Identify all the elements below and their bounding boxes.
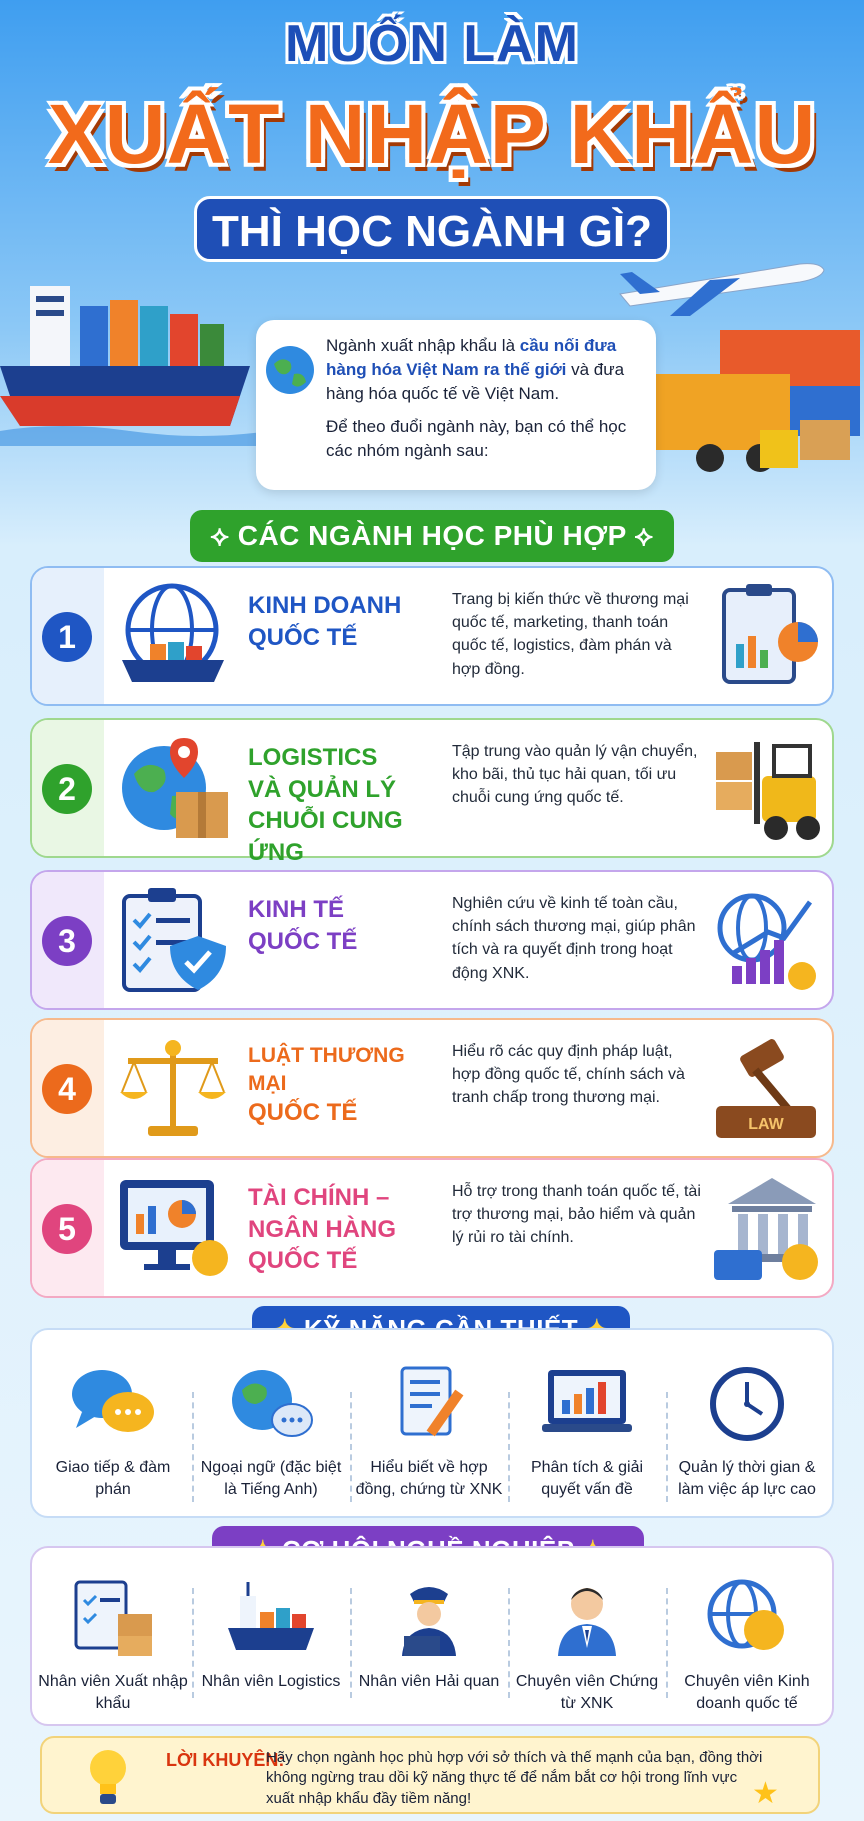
majors-header: ⟡ CÁC NGÀNH HỌC PHÙ HỢP ⟡ xyxy=(190,510,674,562)
ship-icon xyxy=(0,236,270,446)
major-title: KINH TẾ QUỐC TẾ xyxy=(248,896,358,955)
major-title: KINH DOANH QUỐC TẾ xyxy=(248,592,402,651)
advice-label: LỜI KHUYÊN: xyxy=(166,1750,285,1770)
career-item: Nhân viên Xuất nhập khẩu xyxy=(38,1578,188,1714)
major-number: 2 xyxy=(42,764,92,814)
careers-panel xyxy=(30,1546,834,1726)
businessman-icon xyxy=(542,1578,632,1658)
bank-icon xyxy=(712,1172,822,1284)
title-line-1: MUỐN LÀM xyxy=(285,15,579,73)
star-icon: ★ xyxy=(752,1777,779,1810)
major-number: 5 xyxy=(42,1204,92,1254)
title-line-2: XUẤT NHẬP KHẨU xyxy=(47,87,817,181)
intro-box xyxy=(256,320,656,490)
airplane-icon xyxy=(600,236,830,326)
major-number: 3 xyxy=(42,916,92,966)
svg-text:LAW: LAW xyxy=(748,1116,784,1133)
computer-coin-icon xyxy=(114,1174,232,1282)
major-card-2 xyxy=(30,718,834,867)
globe-icon xyxy=(264,344,316,396)
skill-item: Giao tiếp & đàm phán xyxy=(38,1364,188,1500)
major-number: 1 xyxy=(42,612,92,662)
skill-item: Hiểu biết về hợp đồng, chứng từ XNK xyxy=(354,1364,504,1500)
major-description: Hỗ trợ trong thanh toán quốc tế, tài trợ thương mại, bảo hiểm và quản lý rủi ro tài chính. xyxy=(452,1183,701,1247)
major-description: Hiểu rõ các quy định pháp luật, hợp đồng quốc tế, chính sách và tranh chấp trong thương mại. xyxy=(452,1043,685,1107)
customs-officer-icon xyxy=(384,1578,474,1658)
globe-box-icon xyxy=(114,734,232,842)
chat-icon xyxy=(68,1364,158,1444)
major-title: LOGISTICS VÀ QUẢN LÝ CHUỖI CUNG ỨNG xyxy=(248,744,403,867)
gavel-icon xyxy=(712,1032,822,1144)
scales-icon xyxy=(114,1034,232,1142)
ship-icon xyxy=(226,1578,316,1658)
globe-chat-icon xyxy=(226,1364,316,1444)
skill-item: Ngoại ngữ (đặc biệt là Tiếng Anh) xyxy=(196,1364,346,1500)
career-item: Nhân viên Logistics xyxy=(196,1578,346,1693)
advice-text: Hãy chọn ngành học phù hợp với sở thích và thế mạnh của bạn, đồng thời không ngừng trau dồi kỹ năng thực tế để nắm bắt cơ hội trong lĩnh vực xuất nhập khẩu đầy tiềm năng! xyxy=(266,1749,763,1807)
major-card-5 xyxy=(30,1158,834,1298)
clipboard-boxes-icon xyxy=(68,1578,158,1658)
title-line-3: THÌ HỌC NGÀNH GÌ? xyxy=(194,196,670,262)
career-item: Chuyên viên Chứng từ XNK xyxy=(512,1578,662,1714)
skill-item: Phân tích & giải quyết vấn đề xyxy=(512,1364,662,1500)
major-card-1 xyxy=(30,566,834,706)
globe-coin-icon xyxy=(702,1578,792,1658)
advice-box xyxy=(40,1736,820,1814)
major-number: 4 xyxy=(42,1064,92,1114)
clock-icon xyxy=(702,1364,792,1444)
clipboard-chart-icon xyxy=(712,580,822,692)
major-description: Trang bị kiến thức về thương mại quốc tế, marketing, thanh toán quốc tế, logistics, đàm phán và hợp đồng. xyxy=(452,591,689,678)
checklist-shield-icon xyxy=(114,886,232,994)
major-card-3 xyxy=(30,870,834,1010)
globe-ship-icon xyxy=(114,582,232,690)
chart-laptop-icon xyxy=(542,1364,632,1444)
career-item: Nhân viên Hải quan xyxy=(354,1578,504,1693)
major-description: Tập trung vào quản lý vận chuyển, kho bãi, thủ tục hải quan, tối ưu chuỗi cung ứng quốc tế. xyxy=(452,743,698,807)
lightbulb-icon xyxy=(86,1746,130,1810)
major-title: TÀI CHÍNH – NGÂN HÀNG QUỐC TẾ xyxy=(248,1184,396,1275)
major-card-4 xyxy=(30,1018,834,1158)
skill-item: Quản lý thời gian & làm việc áp lực cao xyxy=(672,1364,822,1500)
major-description: Nghiên cứu về kinh tế toàn cầu, chính sách thương mại, giúp phân tích và ra quyết định trong hoạt động XNK. xyxy=(452,895,696,982)
forklift-icon xyxy=(712,732,822,844)
skills-panel xyxy=(30,1328,834,1518)
major-title: LUẬT THƯƠNG MẠI QUỐC TẾ xyxy=(248,1044,405,1127)
document-pen-icon xyxy=(384,1364,474,1444)
globe-growth-icon xyxy=(712,884,822,996)
intro-paragraph-1: Ngành xuất nhập khẩu là cầu nối đưa hàng hóa Việt Nam ra thế giới và đưa hàng hóa quốc tế về Việt Nam. xyxy=(326,336,625,403)
career-item: Chuyên viên Kinh doanh quốc tế xyxy=(672,1578,822,1714)
intro-paragraph-2: Để theo đuổi ngành này, bạn có thể học các nhóm ngành sau: xyxy=(326,417,627,461)
